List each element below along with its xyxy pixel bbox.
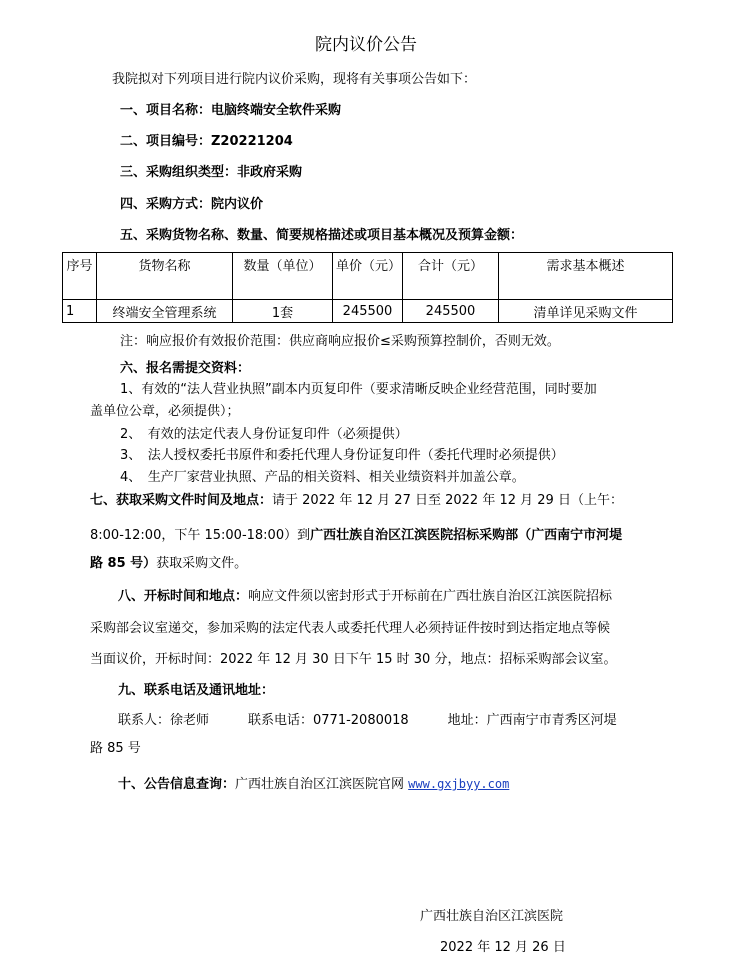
intro-text: 我院拟对下列项目进行院内议价采购，现将有关事项公告如下： — [112, 72, 477, 87]
section-heading: 十、公告信息查询： — [118, 777, 236, 792]
col-header-total: 合计（元） — [403, 253, 499, 300]
acquisition-tail: 获取采购文件。 — [156, 556, 248, 571]
section-goods-heading: 五、采购货物名称、数量、简要规格描述或项目基本概况及预算金额： — [120, 228, 524, 243]
list-item: 4、 生产厂家营业执照、产品的相关资料、相关业绩资料并加盖公章。 — [120, 470, 525, 485]
signature-date: 2022 年 12 月 26 日 — [440, 940, 566, 955]
table-row — [63, 300, 673, 323]
contact-address: 路 85 号 — [90, 741, 141, 756]
section-heading: 七、获取采购文件时间及地点： — [90, 493, 273, 508]
acquisition-line — [90, 526, 622, 546]
section-bid-opening — [118, 587, 612, 607]
website-link[interactable]: www.gxjbyy.com — [408, 777, 510, 791]
list-item: 2、 有效的法定代表人身份证复印件（必须提供） — [120, 427, 408, 442]
list-item: 3、 法人授权委托书原件和委托代理人身份证复印件（委托代理时必须提供） — [120, 448, 564, 463]
cell-goods-name: 终端安全管理系统 — [97, 300, 233, 323]
section-project-name: 一、项目名称：电脑终端安全软件采购 — [120, 103, 342, 118]
cell-index: 1 — [63, 300, 97, 323]
cell-requirements: 清单详见采购文件 — [499, 300, 673, 323]
contact-info: 联系人：徐老师 联系电话：0771-2080018 地址：广西南宁市青秀区河堤 — [118, 713, 617, 728]
cell-unit-price: 245500 — [333, 300, 403, 323]
table-header-row — [63, 253, 673, 300]
bid-opening-text: 当面议价，开标时间：2022 年 12 月 30 日下午 15 时 30 分，地点：招标采购部会议室。 — [90, 652, 617, 667]
col-header-unit-price: 单价（元） — [333, 253, 403, 300]
section-contact: 九、联系电话及通讯地址： — [118, 683, 275, 698]
col-header-goods-name: 货物名称 — [97, 253, 233, 300]
bid-opening-text: 响应文件须以密封形式于开标前在广西壮族自治区江滨医院招标 — [248, 589, 613, 604]
acquisition-line — [90, 554, 247, 574]
page-title: 院内议价公告 — [315, 35, 417, 55]
col-header-index: 序号 — [63, 253, 97, 300]
acquisition-time: 请于 2022 年 12 月 27 日至 2022 年 12 月 29 日（上午： — [272, 493, 623, 508]
col-header-quantity: 数量（单位） — [233, 253, 333, 300]
signature-organization: 广西壮族自治区江滨医院 — [420, 909, 564, 924]
acquisition-location: 广西壮族自治区江滨医院招标采购部（广西南宁市河堤 — [310, 528, 623, 543]
goods-table — [62, 252, 673, 323]
section-procurement-method: 四、采购方式：院内议价 — [120, 197, 264, 212]
cell-total: 245500 — [403, 300, 499, 323]
price-note: 注：响应报价有效报价范围：供应商响应报价≤采购预算控制价，否则无效。 — [120, 334, 560, 349]
list-item: 盖单位公章，必须提供）； — [90, 404, 240, 419]
website-label: 广西壮族自治区江滨医院官网 — [235, 777, 405, 792]
acquisition-hours: 8:00-12:00，下午 15:00-18:00）到 — [90, 528, 311, 543]
acquisition-address: 路 85 号） — [90, 556, 157, 571]
section-document-acquisition — [90, 491, 623, 511]
section-heading: 八、开标时间和地点： — [118, 589, 249, 604]
bid-opening-text: 采购部会议室递交，参加采购的法定代表人或委托代理人必须持证件按时到达指定地点等候 — [90, 621, 611, 636]
section-info-query — [118, 774, 509, 795]
section-project-number: 二、项目编号：Z20221204 — [120, 134, 293, 149]
cell-quantity: 1套 — [233, 300, 333, 323]
section-registration-materials: 六、报名需提交资料： — [120, 361, 251, 376]
section-organization-type: 三、采购组织类型：非政府采购 — [120, 165, 303, 180]
col-header-requirements: 需求基本概述 — [499, 253, 673, 300]
list-item: 1、有效的“法人营业执照”副本内页复印件（要求清晰反映企业经营范围，同时要加 — [120, 382, 597, 397]
